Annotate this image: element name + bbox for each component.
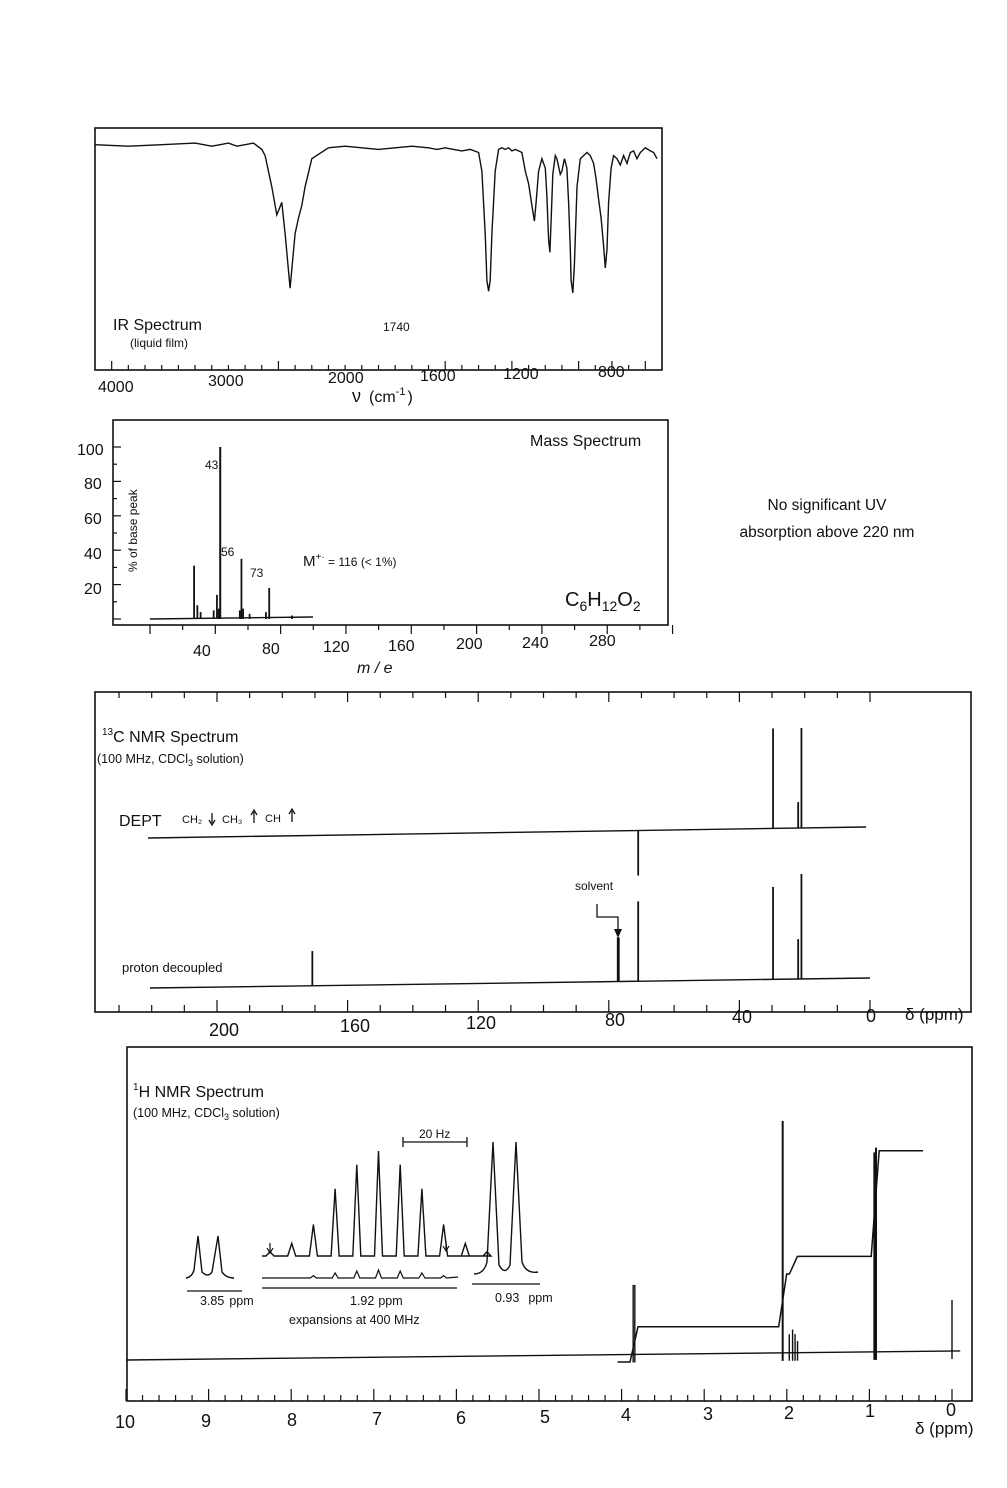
h1-expansion-insets [186, 1142, 540, 1291]
ms-baseline [150, 617, 313, 619]
c13-title-main: C NMR Spectrum [113, 729, 239, 746]
ir-axis-unit: (cm [369, 389, 396, 406]
ms-formula [565, 589, 641, 614]
h1-expansion-0-93-value: 0.93 [495, 1291, 520, 1305]
c13-dept-ch2-down-arrow [209, 813, 215, 825]
ir-tick-label-2000: 2000 [328, 370, 364, 387]
h1-expansion-3-85-value: 3.85 [200, 1294, 225, 1308]
ir-peak-label-1740: 1740 [383, 320, 410, 334]
h1-expansion-1-92-value: 1.92 [350, 1294, 375, 1308]
c13-solvent-pointer [597, 904, 618, 930]
ir-tick-label-4000: 4000 [98, 379, 134, 396]
ms-title: Mass Spectrum [530, 433, 642, 450]
h1-expansion-0-93-unit: ppm [528, 1291, 553, 1305]
c13-solvent-arrowhead [614, 929, 622, 938]
c13-subtitle [97, 752, 244, 768]
h1-axis-ticks [126, 1389, 952, 1401]
c13-tick-label-160: 160 [340, 1016, 371, 1036]
ir-axis-unit-exp: -1 [395, 386, 406, 398]
ms-xtick-label-80: 80 [262, 641, 280, 658]
ms-peak-label-43: 43 [205, 458, 219, 472]
c13-title [102, 727, 238, 746]
h1-title-main: H NMR Spectrum [138, 1084, 264, 1101]
h1-expansion-0-93-doublet [474, 1142, 538, 1274]
h1-expansion-3-85-doublet [186, 1236, 234, 1278]
c13-subtitle-pre: (100 MHz, CDCl [97, 752, 188, 766]
ms-formula-h: H [587, 589, 602, 611]
c13-tick-label-120: 120 [466, 1013, 497, 1033]
h1-tick-label-2: 2 [784, 1403, 795, 1423]
h1-expansion-label-1-92 [350, 1294, 403, 1308]
ms-formula-c: C [565, 589, 580, 611]
h1-spectrum-baseline [126, 1351, 960, 1360]
h1-tick-label-1: 1 [865, 1401, 876, 1421]
ms-molecular-ion [303, 552, 397, 570]
h1-title-isotope: 1 [133, 1082, 139, 1093]
ms-ytick-label-40: 40 [84, 546, 102, 563]
c13-dept-legend-ch: CH [265, 813, 281, 825]
h1-tick-label-3: 3 [703, 1404, 714, 1424]
c13-tick-label-200: 200 [209, 1020, 240, 1040]
h1-tick-label-6: 6 [456, 1408, 467, 1428]
c13-title-isotope: 13 [102, 727, 114, 738]
ms-xtick-label-40: 40 [193, 643, 211, 660]
h1-tick-label-9: 9 [201, 1411, 212, 1431]
ir-title: IR Spectrum [113, 317, 202, 334]
c13-dept-legend-ch2: CH₂ [182, 814, 203, 826]
c13-bottom-ticks [119, 1000, 870, 1012]
ms-formula-c-count: 6 [579, 598, 588, 614]
uv-note-line-2: absorption above 220 nm [739, 524, 915, 541]
h1-subtitle-pre: (100 MHz, CDCl [133, 1106, 224, 1120]
h1-expansion-1-92-nonet [262, 1151, 491, 1256]
ms-peak-label-73: 73 [250, 566, 264, 580]
h1-expansion-1-92-reference-trace [262, 1270, 458, 1278]
h1-tick-label-7: 7 [372, 1409, 383, 1429]
h1-expansion-3-85-unit: ppm [229, 1294, 254, 1308]
c13-tick-label-0: 0 [866, 1006, 877, 1026]
c13-dept-label: DEPT [119, 813, 162, 830]
c13-tick-label-80: 80 [605, 1010, 626, 1030]
h1-expansion-right-arrow [443, 1241, 449, 1251]
c13-subtitle-post: solution) [193, 752, 244, 766]
ms-molecular-ion-symbol: M [303, 553, 316, 570]
ir-spectrum-panel [95, 128, 662, 406]
h1-subtitle-post: solution) [229, 1106, 280, 1120]
ms-formula-o: O [617, 589, 633, 611]
h1-scale-bar-label: 20 Hz [419, 1127, 451, 1141]
ms-xtick-label-240: 240 [522, 635, 549, 652]
ir-tick-label-1200: 1200 [503, 366, 539, 383]
ms-y-axis-label: % of base peak [126, 489, 140, 572]
uv-note-line-1: No significant UV [767, 497, 887, 514]
ms-xtick-label-200: 200 [456, 636, 483, 653]
ms-ytick-label-20: 20 [84, 581, 102, 598]
c13-axis-label: δ (ppm) [905, 1005, 964, 1024]
ms-x-axis-label: m / e [357, 660, 393, 677]
h1-expansion-left-arrow [267, 1243, 273, 1253]
ir-tick-label-3000: 3000 [208, 373, 244, 390]
c13-dept-baseline [148, 827, 866, 838]
c13-dept-legend-ch3: CH₃ [222, 814, 243, 826]
c13-decoupled-baseline [150, 978, 870, 988]
c13-nmr-panel [95, 692, 971, 1040]
c13-solvent-label: solvent [575, 879, 614, 893]
c13-decoupled-peaks [312, 874, 801, 986]
h1-tick-label-10: 10 [115, 1412, 136, 1432]
ms-ytick-label-100: 100 [77, 442, 104, 459]
h1-integral-trace [617, 1151, 923, 1362]
c13-subtitle-sub: 3 [188, 758, 194, 768]
uv-note [712, 492, 942, 546]
ms-molecular-ion-charge: +· [315, 552, 325, 563]
ms-ytick-label-80: 80 [84, 476, 102, 493]
c13-dept-peaks [638, 728, 801, 876]
ms-xtick-label-160: 160 [388, 638, 415, 655]
c13-proton-decoupled-label: proton decoupled [122, 960, 223, 975]
ir-transmittance-curve [95, 143, 657, 293]
mass-spectrum-panel [77, 420, 673, 677]
h1-expansion-label-0-93 [495, 1291, 553, 1305]
ir-tick-label-1600: 1600 [420, 368, 456, 385]
h1-tick-label-4: 4 [621, 1405, 632, 1425]
c13-tick-label-40: 40 [732, 1007, 753, 1027]
c13-dept-ch-up-arrow [289, 809, 295, 822]
h1-expansion-1-92-unit: ppm [378, 1294, 403, 1308]
h1-subtitle [133, 1106, 280, 1122]
h1-nmr-panel [115, 1047, 974, 1438]
h1-tick-label-5: 5 [540, 1407, 551, 1427]
h1-title [133, 1082, 264, 1101]
ir-subtitle: (liquid film) [130, 336, 189, 350]
h1-subtitle-sub: 3 [224, 1112, 230, 1122]
ms-xtick-label-280: 280 [589, 633, 616, 650]
ms-ytick-label-60: 60 [84, 511, 102, 528]
h1-tick-label-0: 0 [946, 1400, 957, 1420]
h1-tick-label-8: 8 [287, 1410, 298, 1430]
ms-plot-frame [113, 420, 668, 625]
h1-axis-label: δ (ppm) [915, 1419, 974, 1438]
ms-formula-o-count: 2 [632, 598, 641, 614]
ir-axis-ticks [112, 361, 646, 370]
ir-axis-symbol: ν [352, 386, 361, 406]
c13-dept-ch3-up-arrow [251, 810, 257, 823]
ir-axis-unit-close: ) [407, 389, 413, 406]
c13-top-ticks [119, 692, 870, 702]
ms-molecular-ion-value: = 116 (< 1%) [324, 555, 397, 569]
ms-formula-h-count: 12 [601, 598, 618, 614]
ms-peak-label-56: 56 [221, 545, 235, 559]
ms-xtick-label-120: 120 [323, 639, 350, 656]
h1-expansion-label-3-85 [200, 1294, 254, 1308]
ir-tick-label-800: 800 [598, 364, 625, 381]
h1-expansions-caption: expansions at 400 MHz [289, 1313, 420, 1327]
ms-peak-bars [194, 447, 292, 619]
ir-axis-label [352, 386, 413, 406]
